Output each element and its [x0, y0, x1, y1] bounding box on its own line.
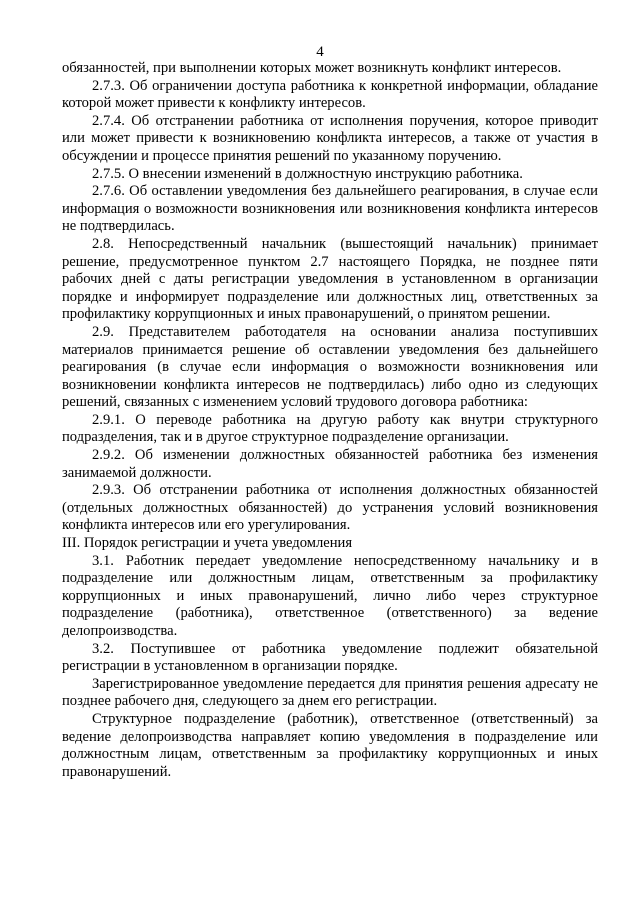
paragraph-2-9-2: 2.9.2. Об изменении должностных обязанностей работника без изменения занимаемой должности. [62, 447, 598, 481]
page-number: 4 [316, 44, 324, 60]
paragraph-2-7-4: 2.7.4. Об отстранении работника от исполнения поручения, которое приводит или может привести к возникновению конфликта интересов, а также от участия в обсуждении и процессе принятия решений по указанному поручению. [62, 112, 598, 164]
paragraph-2-8: 2.8. Непосредственный начальник (вышестоящий начальник) принимает решение, предусмотренное пунктом 2.7 настоящего Порядка, не позднее пяти рабочих дней с даты регистрации уведомления в установленном в организации порядке и информирует подразделение или должностных лиц, ответственных за профилактику коррупционных и иных правонарушений, о принятом решении. [62, 235, 598, 323]
paragraph-2-9-1: 2.9.1. О переводе работника на другую работу как внутри структурного подразделения, так и в другое структурное подразделение организации. [62, 411, 598, 446]
paragraph-2-9: 2.9. Представителем работодателя на основании анализа поступивших материалов принимается решение об оставлении уведомления без дальнейшего реагирования (в случае если информация о возможности возникновения или возникновении конфликта интересов не подтвердилась) либо одно из следующих решений, связанных с изменением условий трудового договора работника: [62, 323, 598, 411]
paragraph-3-2: 3.2. Поступившее от работника уведомление подлежит обязательной регистрации в установленном в организации порядке. [62, 640, 598, 675]
paragraph-2-7-6: 2.7.6. Об оставлении уведомления без дальнейшего реагирования, в случае если информация о возможности возникновения или возникновения конфликта интересов не подтвердилась. [62, 183, 598, 235]
paragraph-2-7-3: 2.7.3. Об ограничении доступа работника к конкретной информации, обладание которой может привести к конфликту интересов. [62, 77, 598, 112]
paragraph-2-9-3: 2.9.3. Об отстранении работника от исполнения должностных обязанностей (отдельных должностных обязанностей) до устранения условий возникновения конфликта интересов или его урегулирования. [62, 482, 598, 534]
paragraph-continuation: обязанностей, при выполнении которых может возникнуть конфликт интересов. [62, 60, 562, 76]
document-body [62, 60, 598, 781]
paragraph-3-1: 3.1. Работник передает уведомление непосредственному начальнику и в подразделение или должностным лицам, ответственным за профилактику коррупционных и иных правонарушений, лично либо через структурное подразделение (работника), ответственное (ответственного) за ведение делопроизводства. [62, 552, 598, 639]
paragraph-registered-notice: Зарегистрированное уведомление передается для принятия решения адресату не позднее рабочего дня, следующего за днем его регистрации. [62, 675, 598, 710]
section-heading: III. Порядок регистрации и учета уведомления [62, 535, 353, 552]
paragraph-records-copy: Структурное подразделение (работник), ответственное (ответственный) за ведение делопроизводства направляет копию уведомления в подразделение или должностным лицам, ответственным за профилактику коррупционных и иных правонарушений. [62, 710, 598, 780]
paragraph-2-7-5: 2.7.5. О внесении изменений в должностную инструкцию работника. [92, 165, 523, 182]
